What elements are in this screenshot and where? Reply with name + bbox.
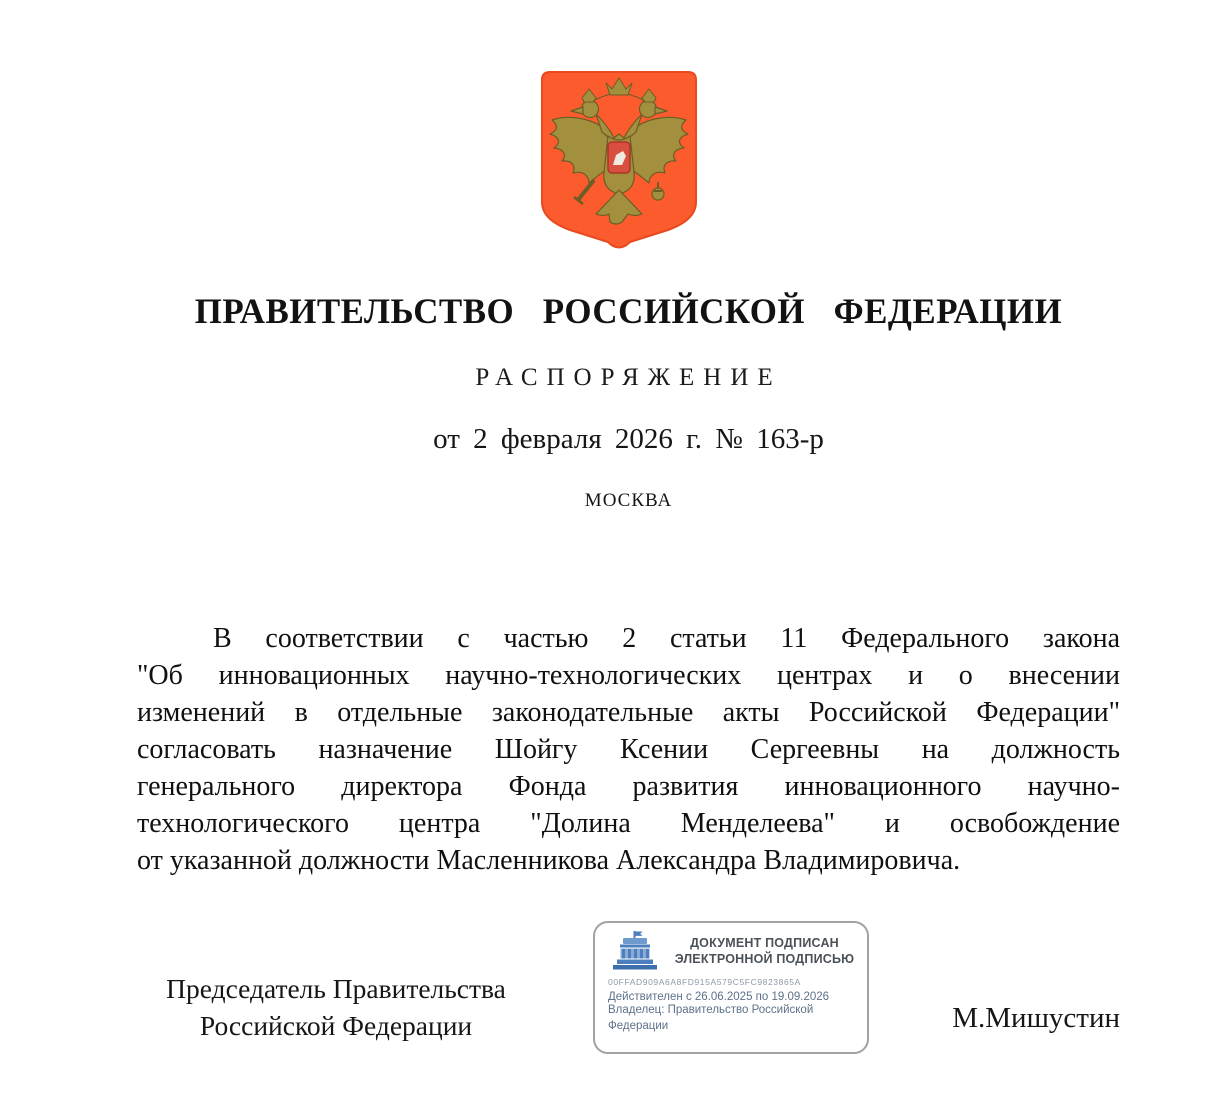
coat-of-arms-russia bbox=[536, 68, 702, 254]
stamp-header bbox=[608, 931, 857, 971]
city-label: МОСКВА bbox=[584, 490, 673, 511]
org-title: ПРАВИТЕЛЬСТВО РОССИЙСКОЙ ФЕДЕРАЦИИ bbox=[194, 291, 1063, 331]
body-line: изменений в отдельные законодательные акты Российской Федерации" bbox=[137, 697, 1120, 728]
certificate-number: 00FFAD909A6A8FD915A579C5FC9823865A bbox=[608, 977, 801, 987]
coat-of-arms-svg bbox=[536, 68, 702, 254]
body-line: генерального директора Фонда развития инновационного научно- bbox=[137, 771, 1120, 802]
body-line: согласовать назначение Шойгу Ксении Сергеевны на должность bbox=[137, 734, 1120, 765]
stamp-title-line1: ДОКУМЕНТ ПОДПИСАН bbox=[690, 935, 839, 950]
signer-title-line2: Российской Федерации bbox=[199, 1010, 473, 1041]
doc-type-title: РАСПОРЯЖЕНИЕ bbox=[475, 364, 782, 391]
signer-name: М.Мишустин bbox=[952, 1002, 1120, 1034]
government-building-icon bbox=[608, 931, 662, 971]
decree-body bbox=[137, 620, 1120, 879]
stamp-title bbox=[672, 935, 857, 968]
body-line: "Об инновационных научно-технологических центрах и о внесении bbox=[137, 660, 1120, 691]
chest-shield-rider bbox=[608, 142, 630, 173]
certificate-validity: Действителен с 26.06.2025 по 19.09.2026 bbox=[608, 991, 830, 1003]
date-number-line: от 2 февраля 2026 г. № 163-р bbox=[433, 423, 824, 455]
body-line: от указанной должности Масленникова Александра Владимировича. bbox=[137, 845, 961, 876]
body-line: технологического центра "Долина Менделеева" и освобождение bbox=[137, 808, 1120, 839]
electronic-signature-stamp bbox=[593, 921, 869, 1054]
certificate-owner: Владелец: Правительство Российской Федерации bbox=[608, 1004, 814, 1032]
stamp-title-line2: ЭЛЕКТРОННОЙ ПОДПИСЬЮ bbox=[674, 952, 855, 966]
signer-title-line1: Председатель Правительства bbox=[166, 973, 506, 1004]
signer-title bbox=[140, 970, 532, 1044]
body-line: В соответствии с частью 2 статьи 11 Федерального закона bbox=[213, 623, 1120, 654]
